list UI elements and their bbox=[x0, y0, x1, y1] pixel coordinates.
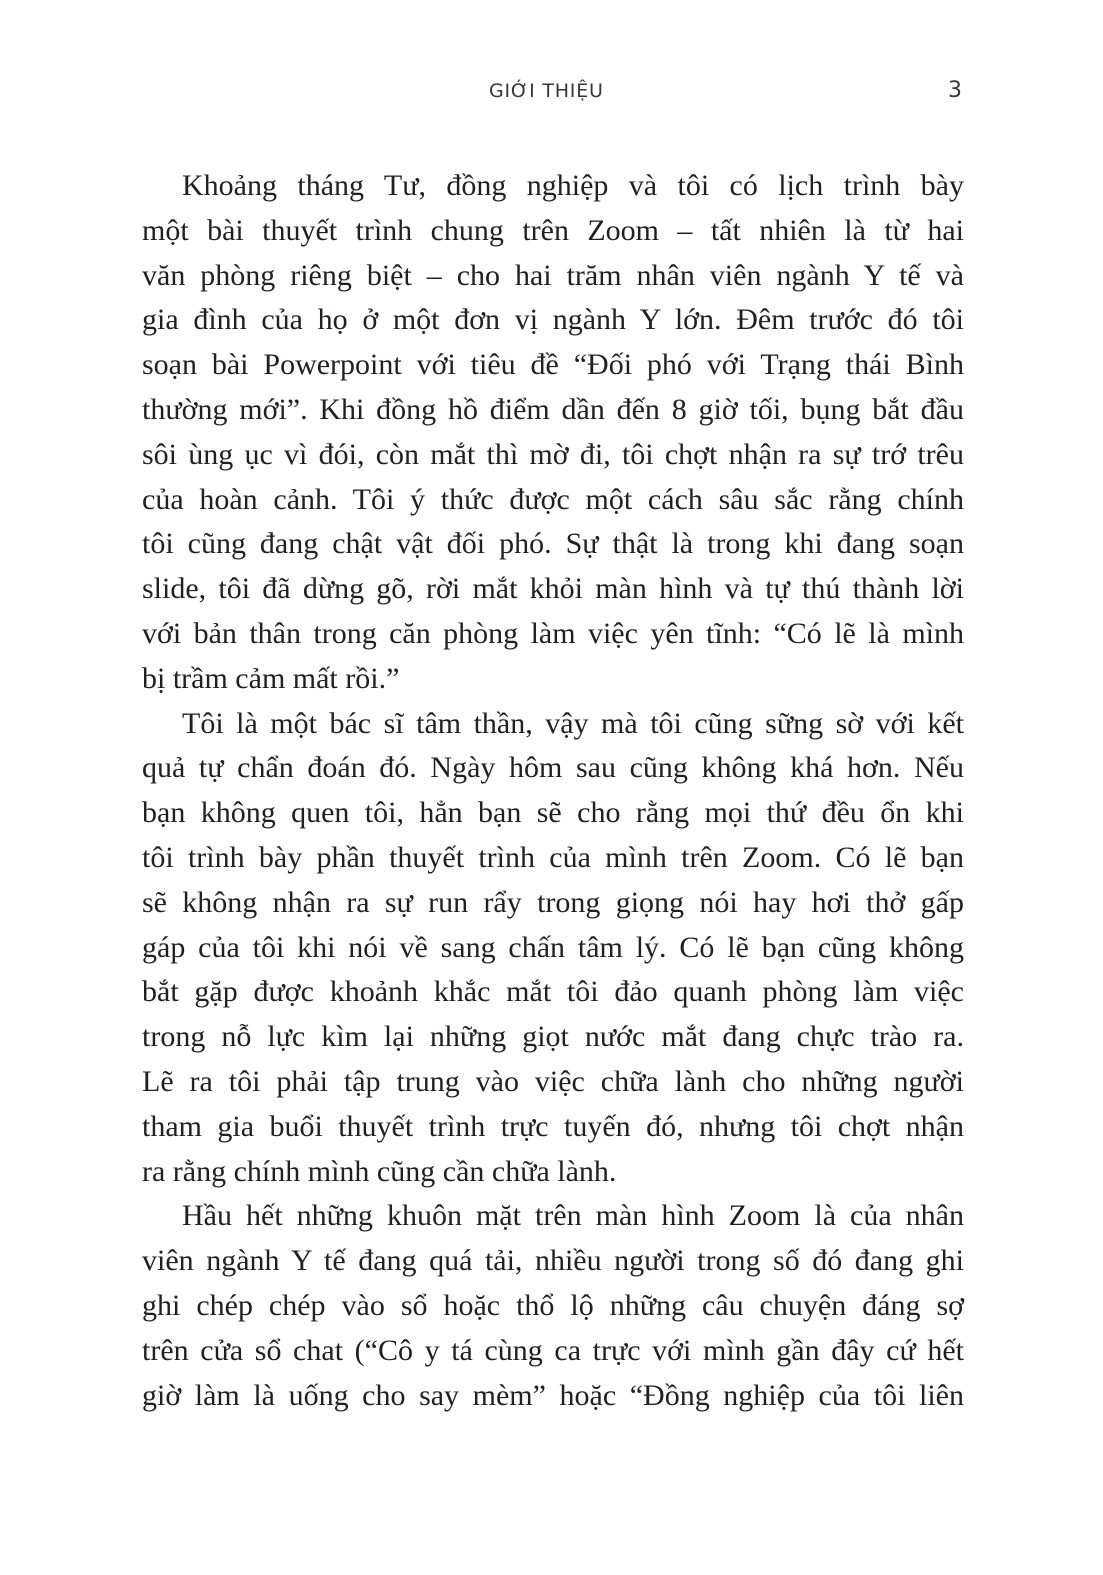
text-line: viên ngành Y tế đang quá tải, nhiều người trong số đó đang ghi bbox=[142, 1244, 964, 1278]
text-line: soạn bài Powerpoint với tiêu đề “Đối phó với Trạng thái Bình bbox=[142, 348, 964, 382]
text-line: Lẽ ra tôi phải tập trung vào việc chữa lành cho những người bbox=[142, 1064, 964, 1098]
text-line: tôi trình bày phần thuyết trình của mình trên Zoom. Có lẽ bạn bbox=[142, 840, 964, 874]
text-line: gáp của tôi khi nói về sang chấn tâm lý. Có lẽ bạn cũng không bbox=[142, 930, 964, 964]
text-line: sôi ùng ục vì đói, còn mắt thì mờ đi, tôi chợt nhận ra sự trớ trêu bbox=[142, 437, 964, 471]
text-line: gia đình của họ ở một đơn vị ngành Y lớn. Đêm trước đó tôi bbox=[142, 303, 964, 337]
text-line: trên cửa sổ chat (“Cô y tá cùng ca trực với mình gần đây cứ hết bbox=[142, 1333, 964, 1367]
text-line: quả tự chẩn đoán đó. Ngày hôm sau cũng không khá hơn. Nếu bbox=[142, 751, 964, 785]
paragraph-2 bbox=[142, 702, 964, 1195]
text-line: ghi chép chép vào sổ hoặc thổ lộ những câu chuyện đáng sợ bbox=[142, 1288, 964, 1322]
text-line: trong nỗ lực kìm lại những giọt nước mắt đang chực trào ra. bbox=[142, 1020, 964, 1054]
paragraph-3 bbox=[142, 1194, 964, 1418]
body-text bbox=[142, 164, 964, 1418]
text-line: tham gia buổi thuyết trình trực tuyến đó, nhưng tôi chợt nhận bbox=[142, 1109, 964, 1143]
paragraph-1 bbox=[142, 164, 964, 702]
text-line: của hoàn cảnh. Tôi ý thức được một cách sâu sắc rằng chính bbox=[142, 482, 964, 516]
text-line: Tôi là một bác sĩ tâm thần, vậy mà tôi cũng sững sờ với kết bbox=[182, 706, 964, 740]
page-number: 3 bbox=[948, 78, 962, 103]
text-line: slide, tôi đã dừng gõ, rời mắt khỏi màn hình và tự thú thành lời bbox=[142, 572, 964, 606]
chapter-title: GIỚI THIỆU bbox=[489, 80, 604, 102]
text-line: bị trầm cảm mất rồi.” bbox=[142, 661, 400, 695]
running-head bbox=[0, 78, 1103, 108]
text-line: bạn không quen tôi, hẳn bạn sẽ cho rằng mọi thứ đều ổn khi bbox=[142, 796, 964, 830]
text-line: một bài thuyết trình chung trên Zoom – tất nhiên là từ hai bbox=[142, 213, 964, 247]
text-line: sẽ không nhận ra sự run rẩy trong giọng nói hay hơi thở gấp bbox=[142, 885, 964, 919]
text-line: Hầu hết những khuôn mặt trên màn hình Zoom là của nhân bbox=[182, 1199, 964, 1233]
text-line: Khoảng tháng Tư, đồng nghiệp và tôi có lịch trình bày bbox=[182, 169, 964, 202]
text-line: bắt gặp được khoảnh khắc mắt tôi đảo quanh phòng làm việc bbox=[142, 975, 964, 1009]
text-line: tôi cũng đang chật vật đối phó. Sự thật là trong khi đang soạn bbox=[142, 527, 964, 561]
text-line: ra rằng chính mình cũng cần chữa lành. bbox=[142, 1154, 617, 1188]
text-line: thường mới”. Khi đồng hồ điểm dần đến 8 giờ tối, bụng bắt đầu bbox=[142, 392, 964, 426]
text-line: giờ làm là uống cho say mèm” hoặc “Đồng nghiệp của tôi liên bbox=[142, 1378, 964, 1412]
text-line: văn phòng riêng biệt – cho hai trăm nhân viên ngành Y tế và bbox=[142, 258, 964, 292]
text-line: với bản thân trong căn phòng làm việc yên tĩnh: “Có lẽ là mình bbox=[142, 616, 964, 650]
